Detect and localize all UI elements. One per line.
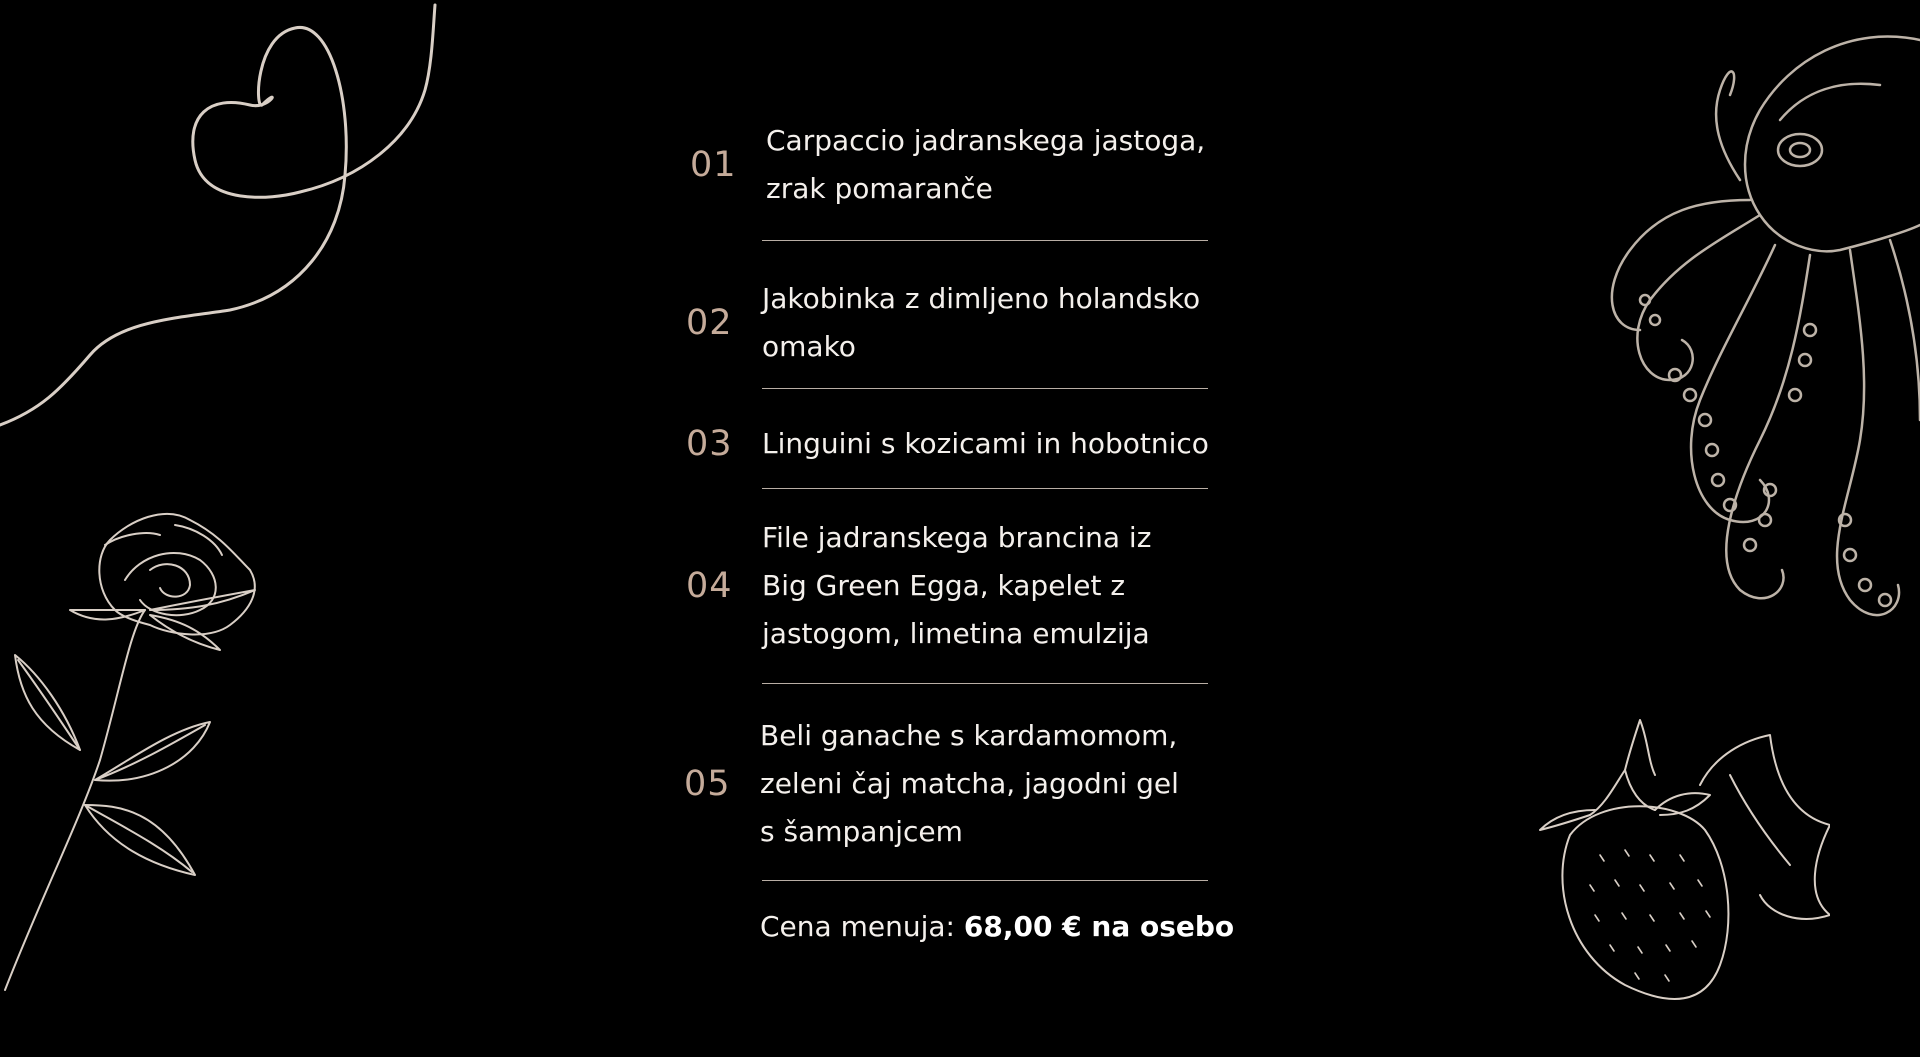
course-item xyxy=(684,706,1204,862)
course-number: 03 xyxy=(686,424,733,464)
course-name: Carpaccio jadranskega jastoga, zrak pomaranče xyxy=(766,124,1206,205)
divider-line xyxy=(762,880,1208,881)
strawberry-engraving-illustration xyxy=(1530,715,1830,1015)
octopus-engraving-illustration xyxy=(1420,0,1920,660)
divider-line xyxy=(762,488,1208,489)
course-item xyxy=(686,508,1206,664)
course-name: File jadranskega brancina iz Big Green Egga, kapelet z jastogom, limetina emulzija xyxy=(762,521,1152,650)
course-number: 02 xyxy=(686,303,733,343)
price-value: 68,00 € na osebo xyxy=(963,910,1235,943)
price-label: Cena menuja: xyxy=(760,910,955,943)
divider-line xyxy=(762,683,1208,684)
divider-line xyxy=(762,240,1208,241)
course-name: Beli ganache s kardamomom, zeleni čaj matcha, jagodni gel s šampanjcem xyxy=(760,719,1179,848)
course-item xyxy=(686,412,1209,476)
course-item xyxy=(686,268,1206,378)
divider-line xyxy=(762,388,1208,389)
course-name: Jakobinka z dimljeno holandsko omako xyxy=(762,282,1201,363)
course-name: Linguini s kozicami in hobotnico xyxy=(762,427,1209,460)
menu-price xyxy=(760,910,1234,943)
rose-line-illustration xyxy=(0,460,270,1000)
course-item xyxy=(690,110,1210,220)
course-number: 04 xyxy=(686,566,733,606)
course-number: 01 xyxy=(690,145,737,185)
heart-line-illustration xyxy=(0,0,460,440)
course-number: 05 xyxy=(684,764,731,804)
